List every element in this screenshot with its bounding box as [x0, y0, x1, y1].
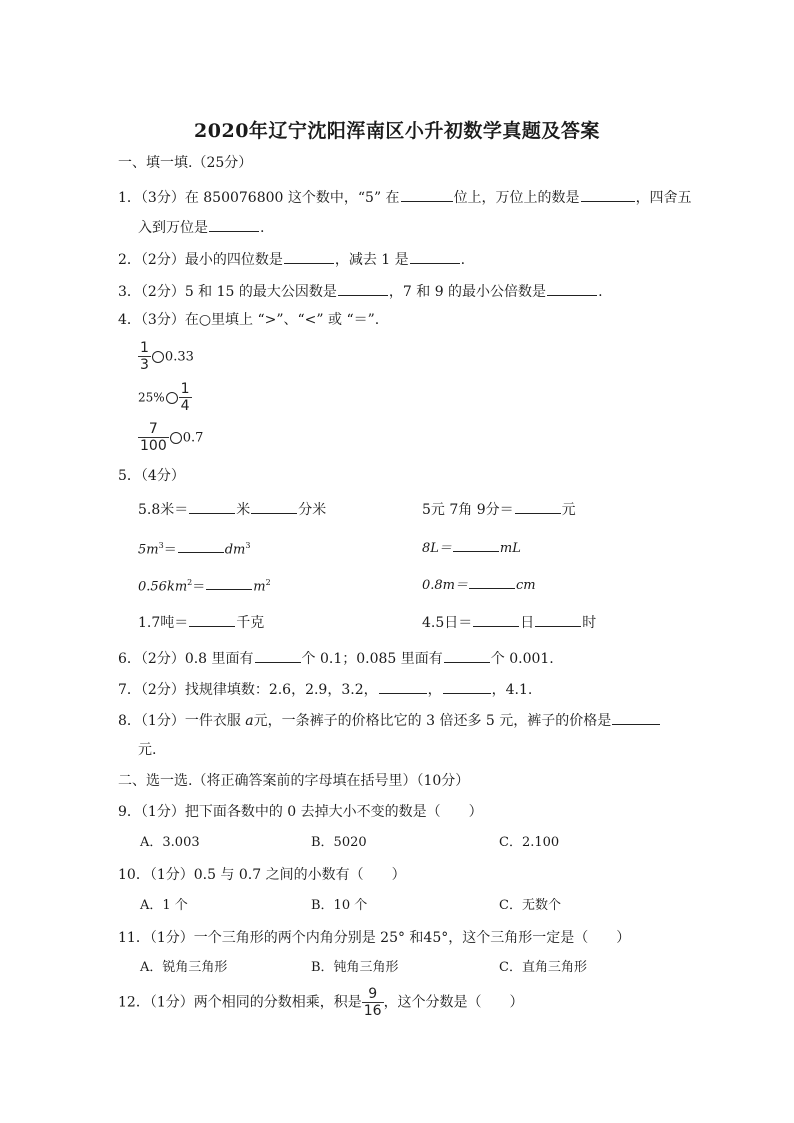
- q5-item-a3: [138, 573, 271, 597]
- q4-value: 25%: [138, 390, 165, 405]
- q5-text: 分米: [298, 502, 327, 518]
- answer-blank[interactable]: [338, 280, 388, 296]
- answer-blank[interactable]: [453, 536, 499, 552]
- answer-blank[interactable]: [189, 611, 235, 627]
- question-11: 11．（1分）一个三角形的两个内角分别是 25° 和45°，这个三角形一定是（ ）: [118, 930, 631, 946]
- q12-text: 12．（1分）两个相同的分数相乘，积是: [118, 994, 362, 1011]
- q5-text: mL: [499, 541, 521, 556]
- answer-blank[interactable]: [209, 216, 259, 232]
- q7-text: ，: [427, 682, 442, 698]
- q5-text: 千克: [236, 615, 265, 631]
- answer-blank[interactable]: [284, 248, 334, 264]
- q5-text: 米: [236, 502, 251, 518]
- q5-text: ＝: [192, 579, 206, 595]
- answer-blank[interactable]: [251, 498, 297, 514]
- q9-option-b[interactable]: B．5020: [311, 835, 367, 850]
- answer-blank[interactable]: [255, 647, 301, 663]
- q11-option-a[interactable]: A．锐角三角形: [140, 960, 228, 975]
- answer-blank[interactable]: [515, 498, 561, 514]
- q6-text: 个 0.001.: [490, 651, 554, 667]
- answer-blank[interactable]: [469, 573, 515, 589]
- q5-item-b1: [422, 498, 576, 520]
- compare-circle[interactable]: [170, 432, 182, 444]
- q5-exponent: 3: [245, 541, 251, 550]
- q5-text: m: [253, 579, 266, 595]
- q3-text: 3．（2分）5 和 15 的最大公因数是: [118, 284, 337, 300]
- q10-option-a[interactable]: A．1 个: [140, 898, 188, 913]
- question-12: [118, 986, 524, 1019]
- q11-option-c[interactable]: C．直角三角形: [499, 960, 587, 975]
- compare-circle[interactable]: [166, 392, 178, 404]
- q5-text: 5元 7角 9分＝: [422, 502, 514, 518]
- q8-text: 8．（1分）一件衣服: [118, 713, 241, 729]
- q1-text: 入到万位是: [138, 220, 208, 236]
- answer-blank[interactable]: [189, 498, 235, 514]
- question-4: 4．（3分）在○里填上 “>”、“<” 或 “＝”.: [118, 312, 380, 328]
- q2-text: 2．（2分）最小的四位数是: [118, 252, 283, 268]
- question-8: [118, 709, 661, 731]
- q4-row-1: [138, 340, 194, 373]
- answer-blank[interactable]: [581, 186, 635, 202]
- q5-exponent: 2: [187, 578, 193, 587]
- q5-text: 1.7吨＝: [138, 615, 189, 631]
- answer-blank[interactable]: [401, 186, 453, 202]
- q5-item-b2: [422, 536, 521, 559]
- answer-blank[interactable]: [535, 611, 581, 627]
- q5-text: 日: [520, 615, 535, 631]
- q1-text: .: [260, 220, 265, 236]
- q4-row-3: [138, 421, 203, 454]
- page-title: 2020年辽宁沈阳浑南区小升初数学真题及答案: [194, 120, 600, 142]
- question-1: [118, 186, 692, 208]
- q6-text: 个 0.1；0.085 里面有: [301, 651, 443, 667]
- fraction: $\frac{1}{4}$: [180, 381, 190, 414]
- q4-value: 0.7: [182, 430, 204, 446]
- answer-blank[interactable]: [547, 280, 597, 296]
- q5-text: 4.5日＝: [422, 615, 473, 631]
- q3-text: .: [598, 284, 603, 300]
- q5-text: 5.8米＝: [138, 502, 189, 518]
- q5-text: 元: [561, 502, 576, 518]
- q5-exponent: 2: [265, 578, 271, 587]
- q8-text: 元，一条裤子的价格比它的 3 倍还多 5 元，裤子的价格是: [253, 713, 612, 729]
- q5-text: 0.56km: [138, 579, 188, 595]
- fraction: $\frac{9}{16}$: [363, 986, 382, 1019]
- question-7: [118, 678, 532, 700]
- question-2: [118, 248, 465, 270]
- q9-option-a[interactable]: A．3.003: [140, 835, 200, 850]
- q1-text: 位上，万位上的数是: [453, 190, 580, 206]
- question-6: [118, 647, 554, 669]
- question-3: [118, 280, 603, 302]
- answer-blank[interactable]: [178, 537, 224, 553]
- compare-circle[interactable]: [152, 351, 164, 363]
- q5-text: 0.8m＝: [422, 578, 469, 593]
- q4-row-2: [138, 381, 192, 414]
- question-8-line-2: 元.: [138, 742, 157, 758]
- q5-item-a2: [138, 536, 250, 560]
- section-heading-1: 一、填一填.（25分）: [118, 155, 253, 171]
- q8-variable: a: [245, 713, 254, 729]
- q5-item-b4: [422, 611, 596, 633]
- answer-blank[interactable]: [379, 678, 427, 694]
- q4-value: 0.33: [164, 349, 194, 365]
- q6-text: 6．（2分）0.8 里面有: [118, 651, 254, 667]
- q5-text: 5m: [138, 542, 159, 558]
- answer-blank[interactable]: [473, 611, 519, 627]
- q3-text: ，7 和 9 的最小公倍数是: [388, 284, 547, 300]
- q5-text: dm: [224, 542, 246, 558]
- q1-text: 1．（3分）在 850076800 这个数中，“5” 在: [118, 190, 400, 206]
- q2-text: ，减去 1 是: [334, 252, 409, 268]
- q5-item-a1: [138, 498, 326, 520]
- q7-text: ，4.1.: [491, 682, 533, 698]
- q10-option-b[interactable]: B．10 个: [311, 898, 368, 913]
- q5-text: cm: [516, 578, 536, 593]
- q1-text: ，四舍五: [635, 190, 692, 206]
- q5-text: 时: [582, 615, 597, 631]
- q2-text: .: [460, 252, 466, 268]
- q5-text: ＝: [163, 542, 177, 558]
- answer-blank[interactable]: [443, 678, 491, 694]
- fraction: $\frac{1}{3}$: [140, 340, 149, 373]
- q5-text: 8L＝: [422, 541, 452, 556]
- answer-blank[interactable]: [612, 709, 660, 725]
- q9-option-c[interactable]: C．2.100: [499, 835, 560, 850]
- fraction: $\frac{7}{100}$: [140, 421, 167, 454]
- q5-item-b3: [422, 573, 536, 596]
- answer-blank[interactable]: [206, 574, 252, 590]
- q12-text: ，这个分数是（ ）: [383, 994, 524, 1011]
- answer-blank[interactable]: [444, 647, 490, 663]
- section-heading-2: 二、选一选.（将正确答案前的字母填在括号里）（10分）: [118, 773, 470, 789]
- q11-option-b[interactable]: B．钝角三角形: [311, 960, 399, 975]
- answer-blank[interactable]: [410, 248, 460, 264]
- q5-item-a4: [138, 611, 264, 633]
- q5-exponent: 3: [158, 541, 164, 550]
- question-10: 10．（1分）0.5 与 0.7 之间的小数有（ ）: [118, 867, 406, 883]
- question-9: 9．（1分）把下面各数中的 0 去掉大小不变的数是（ ）: [118, 804, 483, 820]
- q7-text: 7．（2分）找规律填数：2.6，2.9，3.2，: [118, 682, 378, 698]
- question-5: 5．（4分）: [118, 468, 185, 484]
- q10-option-c[interactable]: C．无数个: [499, 898, 561, 913]
- question-1-line-2: [138, 216, 264, 238]
